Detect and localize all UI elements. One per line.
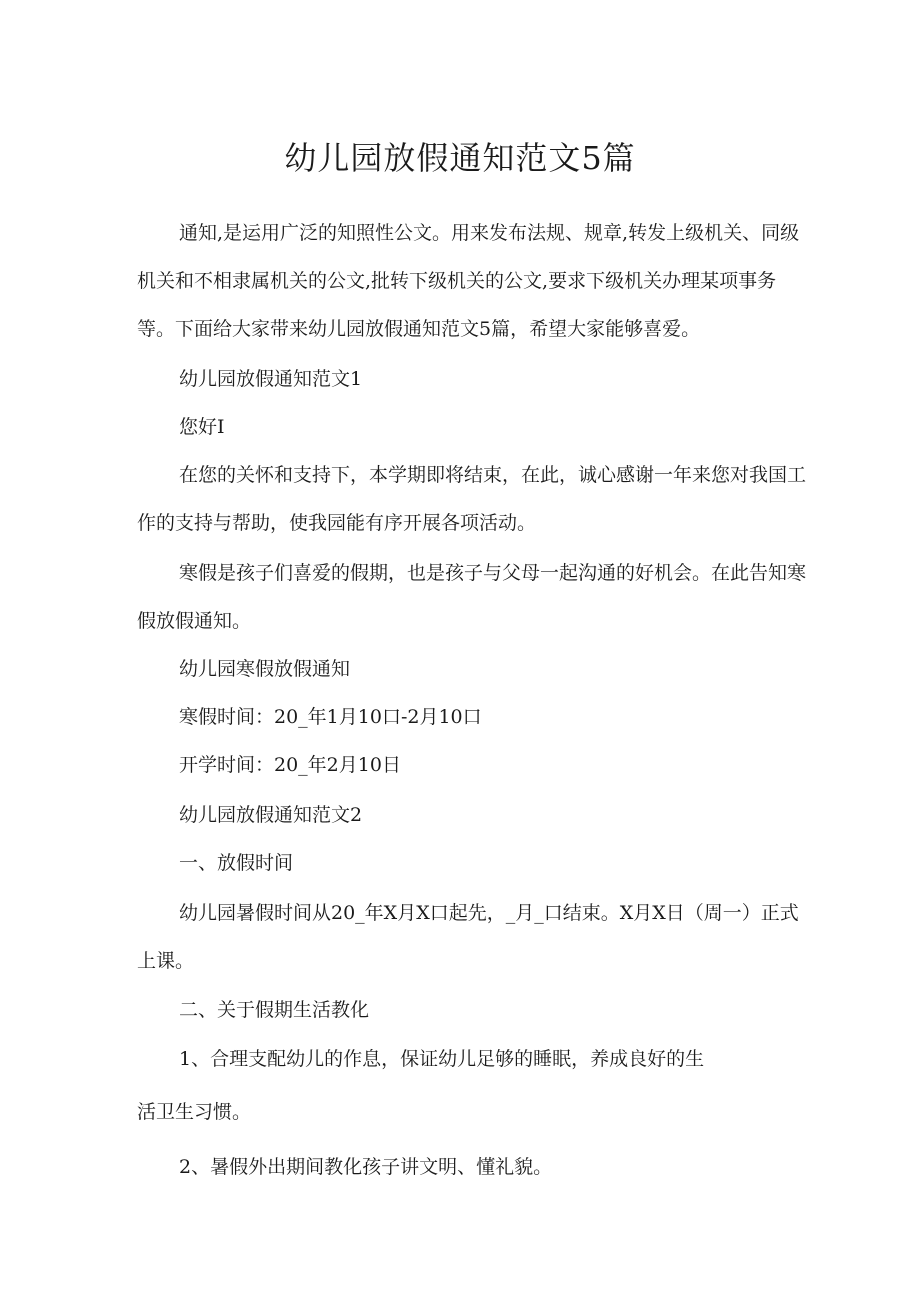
document-title: 幼儿园放假通知范文5篇 <box>284 139 636 177</box>
greeting: 您好I <box>179 416 225 438</box>
paragraph-line: 寒假是孩子们喜爱的假期，也是孩子与父母一起沟通的好机会。在此告知寒 <box>179 562 807 584</box>
list-item-1-continued: 活卫生习惯。 <box>137 1101 252 1123</box>
school-start-time: 开学时间：20_年2月10日 <box>179 754 401 776</box>
subheading-holiday-time: 一、放假时间 <box>179 852 294 874</box>
paragraph-line: 在您的关怀和支持下，本学期即将结束，在此，诚心感谢一年来您对我国工 <box>179 464 807 486</box>
paragraph-line: 上课。 <box>137 950 195 972</box>
list-item-1: 1、合理支配幼儿的作息，保证幼儿足够的睡眠，养成良好的生 <box>179 1048 705 1070</box>
winter-break-time: 寒假时间：20_年1月10口-2月10口 <box>179 706 482 728</box>
intro-line-3: 等。下面给大家带来幼儿园放假通知范文5篇，希望大家能够喜爱。 <box>137 318 701 340</box>
paragraph-line: 幼儿园暑假时间从20_年X月X口起先，_月_口结束。X月X日（周一）正式 <box>179 902 799 924</box>
subheading-holiday-education: 二、关于假期生活教化 <box>179 999 370 1021</box>
paragraph-line: 假放假通知。 <box>137 610 252 632</box>
paragraph-line: 作的支持与帮助，使我园能有序开展各项活动。 <box>137 512 537 534</box>
section-heading-2: 幼儿园放假通知范文2 <box>179 804 363 826</box>
intro-line-2: 机关和不相隶属机关的公文,批转下级机关的公文,要求下级机关办理某项事务 <box>137 270 777 292</box>
list-item-2: 2、暑假外出期间教化孩子讲文明、懂礼貌。 <box>179 1156 553 1178</box>
section-heading-1: 幼儿园放假通知范文1 <box>179 368 363 390</box>
intro-line-1: 通知,是运用广泛的知照性公文。用来发布法规、规章,转发上级机关、同级 <box>179 222 800 244</box>
notice-heading: 幼儿园寒假放假通知 <box>179 658 351 680</box>
